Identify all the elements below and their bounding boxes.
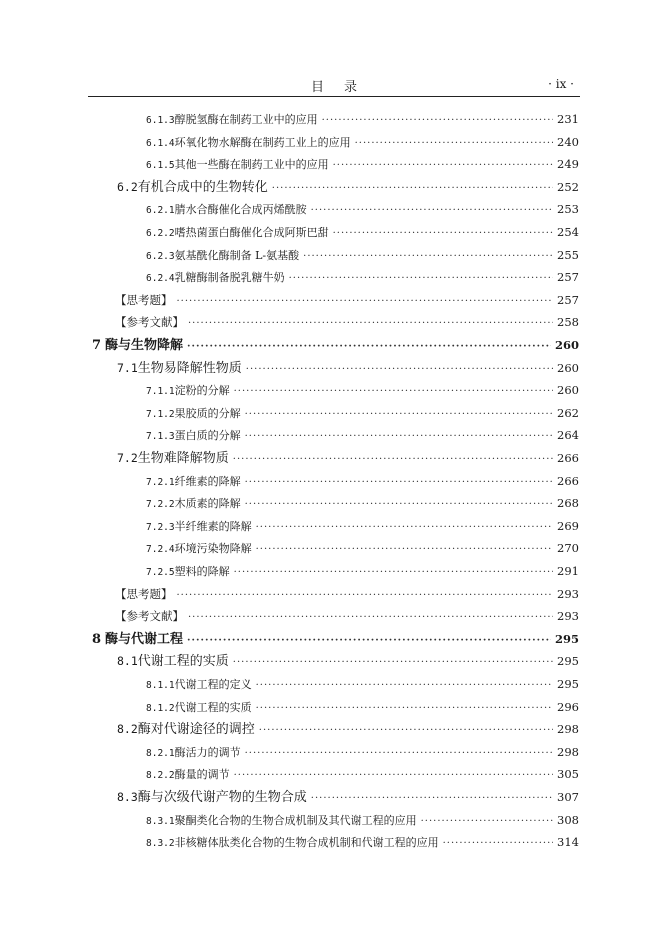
toc-entry[interactable] [115,583,579,605]
toc-entry-page: 266 [557,473,579,488]
dot-leader [234,765,553,787]
toc-entry-title: 嗜热菌蛋白酶催化合成阿斯巴甜 [174,226,329,239]
toc-entry-title: 其他一些酶在制药工业中的应用 [174,158,329,172]
toc-entry-number: 7.1 [117,360,138,375]
toc-entry-number: 8.3.1 [146,815,175,827]
toc-entry-number: 6.1.3 [146,115,175,126]
dot-leader [233,449,553,471]
toc-entry-title: 【参考文献】 [115,315,184,330]
dot-leader [188,607,553,629]
toc-entry[interactable] [146,244,579,266]
toc-entry-page: 295 [557,677,579,691]
toc-entry[interactable] [146,741,579,763]
toc-entry-title: 酶对代谢途径的调控 [137,722,255,738]
dot-leader [303,246,553,268]
toc-entry[interactable] [117,650,579,672]
toc-entry-number: 7.2.4 [146,544,175,556]
toc-entry-title: 【思考题】 [115,292,173,307]
toc-entry[interactable] [146,831,579,853]
toc-entry-number: 8.1.2 [146,702,175,714]
dot-leader [256,539,553,561]
toc-entry[interactable] [146,696,579,718]
toc-entry-page: 308 [557,812,579,827]
toc-entry[interactable] [92,334,579,356]
toc-entry-title: 氨基酰化酶制备 L-氨基酸 [174,248,300,262]
toc-entry-number: 6.1.5 [146,160,175,172]
dot-leader [311,200,553,222]
dot-leader [322,110,553,132]
toc-entry-title: 【参考文献】 [115,609,184,624]
toc-entry-title: 半纤维素的降解 [174,519,252,533]
toc-entry-title: 酶与生物降解 [105,338,184,353]
toc-entry-title: 酶量的调节 [174,768,230,782]
dot-leader [256,517,553,539]
dot-leader [289,268,553,290]
dot-leader [234,562,553,584]
toc-entry-page: 253 [557,202,579,217]
toc-entry-number: 7.2.3 [146,521,175,533]
toc-entry-number: 8.3.2 [146,838,175,850]
toc-entry[interactable] [146,131,579,153]
toc-entry-number: 6.2.2 [146,228,175,239]
toc-entry-number: 8.1 [117,654,138,669]
toc-entry-number: 7.2.2 [146,499,175,511]
toc-entry-number: 6.2 [117,179,138,194]
toc-entry-title: 酶与次级代谢产物的生物合成 [137,790,307,805]
dot-leader [355,133,553,155]
toc-entry[interactable] [115,605,579,627]
toc-entry-page: 255 [557,247,579,262]
toc-entry-title: 蛋白质的分解 [174,429,241,443]
toc-entry-page: 262 [557,405,579,420]
page-number: · ix · [548,77,574,91]
toc-entry-number: 6.2.3 [146,250,175,262]
dot-leader [245,494,553,516]
toc-entry-title: 有机合成中的生物转化 [137,179,268,195]
toc-entry-title: 代谢工程的定义 [174,678,252,691]
toc-entry-page: 240 [557,134,579,149]
toc-entry-page: 252 [557,179,579,194]
dot-leader [443,833,553,855]
toc-entry-page: 295 [554,631,579,646]
toc-entry-title: 非核糖体肽类化合物的生物合成机制和代谢工程的应用 [174,836,439,850]
toc-entry-number: 8.1.1 [146,680,175,691]
toc-entry-number: 8.2 [117,722,138,737]
toc-entry-title: 木质素的降解 [174,497,241,511]
toc-entry-number: 8.2.2 [146,770,175,782]
toc-entry-title: 代谢工程的实质 [174,700,252,714]
toc-entry-page: 260 [557,383,579,398]
toc-entry-title: 醇脱氢酶在制药工业中的应用 [174,113,318,126]
dot-leader [188,313,553,335]
toc-entry[interactable] [146,537,579,559]
toc-entry[interactable] [146,221,579,243]
toc-entry-title: 代谢工程的实质 [137,654,229,670]
toc-entry-number: 7.2.1 [146,476,175,488]
toc-entry[interactable] [146,763,579,785]
toc-entry-number: 8.2.1 [146,747,175,759]
toc-entry-page: 258 [557,315,579,330]
dot-leader [333,155,553,177]
toc-entry[interactable] [146,424,579,446]
toc-entry-title: 腈水合酶催化合成丙烯酰胺 [174,203,307,217]
toc-entry[interactable] [115,289,579,311]
toc-entry[interactable] [117,447,579,469]
toc-entry-title: 淀粉的分解 [174,384,230,398]
toc-entry-number: 7.1.1 [146,386,175,398]
toc-entry[interactable] [146,560,579,582]
toc-entry-page: 269 [557,518,579,533]
toc-entry-number: 6.2.1 [146,205,175,217]
toc-entry-page: 257 [557,292,579,307]
toc-entry-title: 生物难降解物质 [137,451,229,466]
toc-entry-number: 7 [92,338,102,353]
toc-entry-page: 298 [557,722,579,737]
dot-leader [187,336,551,358]
toc-entry-page: 249 [557,157,579,172]
toc-entry-page: 296 [557,699,579,714]
dot-leader [245,743,553,765]
toc-entry-title: 乳糖酶制备脱乳糖牛奶 [174,271,285,285]
toc-entry-title: 生物易降解性物质 [137,360,242,376]
toc-entry[interactable] [146,515,579,537]
toc-entry[interactable] [117,176,579,198]
toc-entry[interactable] [146,402,579,424]
toc-entry[interactable] [146,379,579,401]
toc-entry-title: 聚酮类化合物的生物合成机制及其代谢工程的应用 [174,813,417,827]
toc-entry-page: 231 [557,112,579,126]
toc-entry-page: 257 [557,270,579,285]
toc-entry-page: 268 [557,496,579,511]
page-title: 目录 [310,80,377,95]
toc-entry[interactable] [117,357,579,379]
dot-leader [245,404,553,426]
toc-entry[interactable] [146,153,579,175]
toc-entry-page: 266 [557,451,579,465]
toc-entry-page: 270 [557,541,579,556]
toc-entry[interactable] [117,786,579,808]
dot-leader [246,359,553,381]
toc-entry-page: 293 [557,609,579,624]
toc-entry-page: 260 [554,338,579,352]
toc-entry-page: 260 [557,360,579,375]
toc-entry-title: 塑料的降解 [174,565,230,578]
toc-entry[interactable] [146,809,579,831]
toc-entry-page: 293 [557,586,579,601]
dot-leader [245,426,553,448]
toc-entry[interactable] [117,718,579,740]
dot-leader [245,472,553,494]
dot-leader [177,291,554,313]
toc-entry-number: 6.2.4 [146,273,175,285]
toc-entry-title: 环境污染物降解 [174,542,252,556]
page-header [88,72,580,97]
dot-leader [177,585,554,607]
dot-leader [421,811,553,833]
toc-entry[interactable] [146,470,579,492]
toc-entry-page: 314 [557,835,579,850]
toc-entry-page: 305 [557,767,579,782]
toc-entry-page: 264 [557,428,579,443]
dot-leader [256,675,553,697]
toc-entry-number: 7.2.5 [146,567,175,578]
toc-entry-page: 298 [557,744,579,759]
dot-leader [256,698,553,720]
dot-leader [333,223,553,245]
toc-entry[interactable] [146,492,579,514]
toc-entry-title: 纤维素的降解 [174,474,241,488]
toc-entry[interactable] [92,628,579,650]
toc-entry[interactable] [146,108,579,130]
dot-leader [272,178,553,200]
toc-entry-number: 7.1.2 [146,408,175,420]
toc-entry[interactable] [146,673,579,695]
toc-entry-number: 6.1.4 [146,137,175,149]
toc-entry-number: 7.2 [117,451,138,465]
toc-entry-page: 307 [557,790,579,804]
toc-entry-title: 【思考题】 [115,586,173,601]
dot-leader [233,652,553,674]
toc-entry-page: 254 [557,225,579,239]
toc-entry-number: 8 [92,631,102,647]
toc-entry-title: 果胶质的分解 [174,406,241,420]
dot-leader [187,630,551,652]
dot-leader [259,720,553,742]
toc-entry-title: 酶活力的调节 [174,745,241,759]
toc-entry-page: 295 [557,654,579,669]
toc-entry-number: 7.1.3 [146,431,175,443]
dot-leader [234,381,553,403]
dot-leader [311,788,553,810]
toc-entry-page: 291 [557,564,579,578]
toc-entry-number: 8.3 [117,790,138,804]
toc-entry[interactable] [115,311,579,333]
toc-entry[interactable] [146,198,579,220]
toc-entry-title: 酶与代谢工程 [105,631,184,647]
toc-entry[interactable] [146,266,579,288]
toc-entry-title: 环氧化物水解酶在制药工业上的应用 [174,135,351,149]
